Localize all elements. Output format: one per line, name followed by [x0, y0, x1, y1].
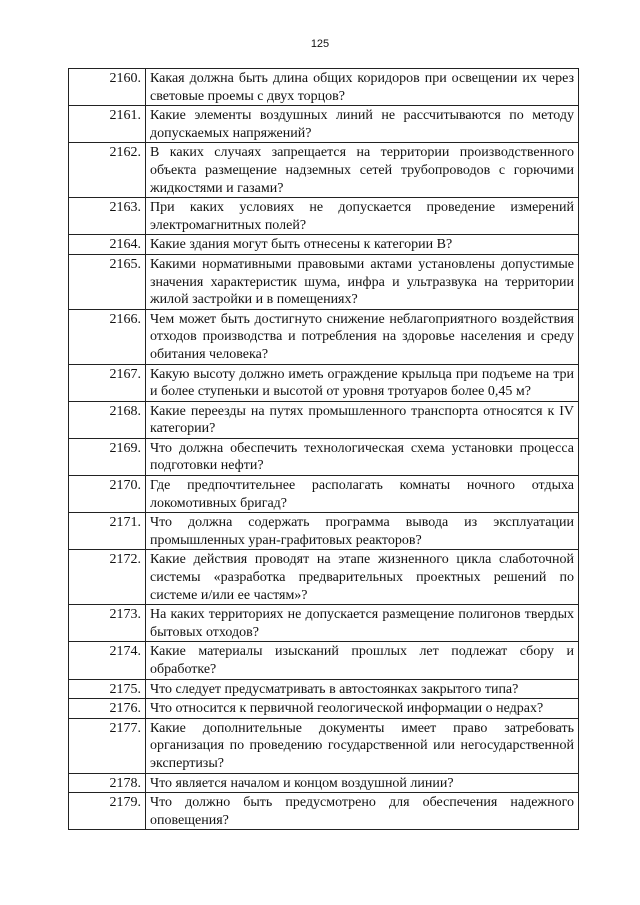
table-row	[69, 438, 579, 475]
question-number: 2172.	[69, 550, 146, 605]
page-number: 125	[310, 38, 330, 50]
table-row	[69, 699, 579, 719]
question-number: 2179.	[69, 793, 146, 830]
question-number: 2174.	[69, 642, 146, 679]
question-number: 2170.	[69, 476, 146, 513]
question-text: Какие материалы изысканий прошлых лет подлежат сбору и обработке?	[146, 642, 579, 679]
table-row	[69, 605, 579, 642]
question-text: Какие дополнительные документы имеет право затребовать организация по проведению государственной или негосударственной экспертизы?	[146, 718, 579, 773]
question-text: Что должно быть предусмотрено для обеспечения надежного оповещения?	[146, 793, 579, 830]
question-number: 2161.	[69, 106, 146, 143]
question-number: 2165.	[69, 254, 146, 309]
table-row	[69, 679, 579, 699]
question-text: Какую высоту должно иметь ограждение крыльца при подъеме на три и более ступеньки и высотой от уровня тротуаров более 0,45 м?	[146, 364, 579, 401]
table-row	[69, 793, 579, 830]
question-text: В каких случаях запрещается на территории производственного объекта размещение надземных сетей трубопроводов с горючими жидкостями и газами?	[146, 143, 579, 198]
table-row	[69, 143, 579, 198]
table-row	[69, 513, 579, 550]
question-number: 2168.	[69, 401, 146, 438]
table-row	[69, 309, 579, 364]
question-text: Где предпочтительнее располагать комнаты ночного отдыха локомотивных бригад?	[146, 476, 579, 513]
table-row	[69, 106, 579, 143]
question-number: 2167.	[69, 364, 146, 401]
table-row	[69, 718, 579, 773]
question-number: 2166.	[69, 309, 146, 364]
question-number: 2175.	[69, 679, 146, 699]
question-text: Что следует предусматривать в автостоянках закрытого типа?	[146, 679, 579, 699]
question-text: Какими нормативными правовыми актами установлены допустимые значения характеристик шума, инфра и ультразвука на территории жилой застройки и в помещениях?	[146, 254, 579, 309]
question-text: На каких территориях не допускается размещение полигонов твердых бытовых отходов?	[146, 605, 579, 642]
question-text: Какие здания могут быть отнесены к категории В?	[146, 235, 579, 255]
question-number: 2178.	[69, 773, 146, 793]
table-row	[69, 642, 579, 679]
question-text: Что должна содержать программа вывода из эксплуатации промышленных уран-графитовых реакторов?	[146, 513, 579, 550]
question-number: 2176.	[69, 699, 146, 719]
question-text: Какие элементы воздушных линий не рассчитываются по методу допускаемых напряжений?	[146, 106, 579, 143]
question-number: 2162.	[69, 143, 146, 198]
question-number: 2169.	[69, 438, 146, 475]
question-text: Какая должна быть длина общих коридоров при освещении их через световые проемы с двух торцов?	[146, 69, 579, 106]
table-row	[69, 254, 579, 309]
question-text: Что относится к первичной геологической информации о недрах?	[146, 699, 579, 719]
table-row	[69, 550, 579, 605]
question-number: 2173.	[69, 605, 146, 642]
question-text: Чем может быть достигнуто снижение неблагоприятного воздействия отходов производства и потребления на здоровье населения и среду обитания человека?	[146, 309, 579, 364]
question-number: 2163.	[69, 198, 146, 235]
question-number: 2177.	[69, 718, 146, 773]
question-number: 2160.	[69, 69, 146, 106]
question-text: Что должна обеспечить технологическая схема установки процесса подготовки нефти?	[146, 438, 579, 475]
table-row	[69, 198, 579, 235]
table-row	[69, 476, 579, 513]
question-text: Какие действия проводят на этапе жизненного цикла слаботочной системы «разработка предварительных проектных решений по системе и/или ее частям»?	[146, 550, 579, 605]
question-text: При каких условиях не допускается проведение измерений электромагнитных полей?	[146, 198, 579, 235]
question-text: Что является началом и концом воздушной линии?	[146, 773, 579, 793]
questions-table	[68, 68, 579, 830]
table-row	[69, 69, 579, 106]
table-row	[69, 401, 579, 438]
question-number: 2164.	[69, 235, 146, 255]
table-row	[69, 773, 579, 793]
table-row	[69, 364, 579, 401]
question-number: 2171.	[69, 513, 146, 550]
table-row	[69, 235, 579, 255]
question-text: Какие переезды на путях промышленного транспорта относятся к IV категории?	[146, 401, 579, 438]
